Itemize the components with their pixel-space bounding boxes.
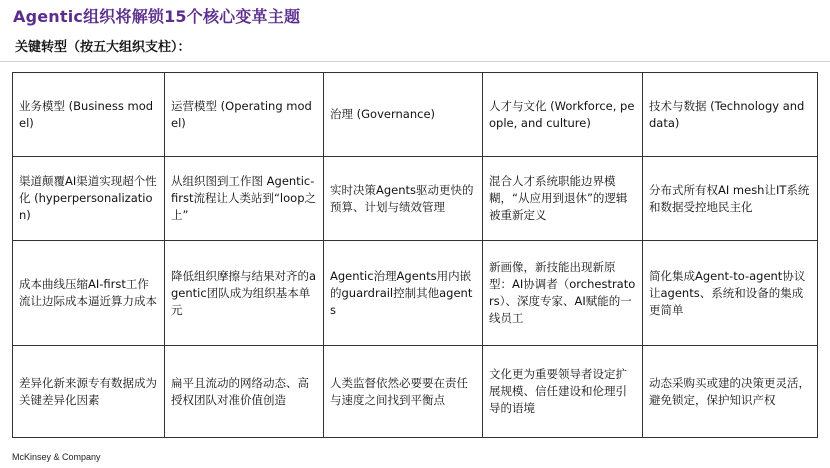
column-header-operating-model: 运营模型 (Operating model) xyxy=(165,73,324,157)
table-cell: 扁平且流动的网络动态、高授权团队对准价值创造 xyxy=(165,346,324,438)
table-header-row xyxy=(13,73,818,157)
table-cell: 混合人才系统职能边界模糊，“从应用到退休”的逻辑被重新定义 xyxy=(483,157,643,241)
column-header-business-model: 业务模型 (Business model) xyxy=(13,73,165,157)
column-header-technology: 技术与数据 (Technology and data) xyxy=(643,73,818,157)
table-cell: 成本曲线压缩AI-first工作流让边际成本逼近算力成本 xyxy=(13,241,165,346)
column-header-workforce: 人才与文化 (Workforce, people, and culture) xyxy=(483,73,643,157)
table-cell: 差异化新来源专有数据成为关键差异化因素 xyxy=(13,346,165,438)
divider xyxy=(0,61,830,62)
table-cell: 动态采购买或建的决策更灵活，避免锁定，保护知识产权 xyxy=(643,346,818,438)
table-cell: Agentic治理Agents用内嵌的guardrail控制其他agents xyxy=(324,241,483,346)
table-row xyxy=(13,157,818,241)
table-cell: 渠道颠覆AI渠道实现超个性化 (hyperpersonalization) xyxy=(13,157,165,241)
table-row xyxy=(13,241,818,346)
table-cell: 文化更为重要领导者设定扩展规模、信任建设和伦理引导的语境 xyxy=(483,346,643,438)
transformation-table xyxy=(12,72,818,438)
table-cell: 实时决策Agents驱动更快的预算、计划与绩效管理 xyxy=(324,157,483,241)
page-title: Agentic组织将解锁15个核心变革主题 xyxy=(13,7,301,26)
table-cell: 人类监督依然必要要在责任与速度之间找到平衡点 xyxy=(324,346,483,438)
table-cell: 从组织图到工作图 Agentic-first流程让人类站到“loop之上” xyxy=(165,157,324,241)
table-cell: 降低组织摩擦与结果对齐的agentic团队成为组织基本单元 xyxy=(165,241,324,346)
table-cell: 简化集成Agent-to-agent协议让agents、系统和设备的集成更简单 xyxy=(643,241,818,346)
section-subtitle: 关键转型（按五大组织支柱）： xyxy=(15,40,191,55)
source-footer: McKinsey & Company xyxy=(12,452,101,462)
table-row xyxy=(13,346,818,438)
column-header-governance: 治理 (Governance) xyxy=(324,73,483,157)
table-cell: 新画像，新技能出现新原型：AI协调者（orchestrators）、深度专家、AI赋能的一线员工 xyxy=(483,241,643,346)
table-cell: 分布式所有权AI mesh让IT系统和数据受控地民主化 xyxy=(643,157,818,241)
